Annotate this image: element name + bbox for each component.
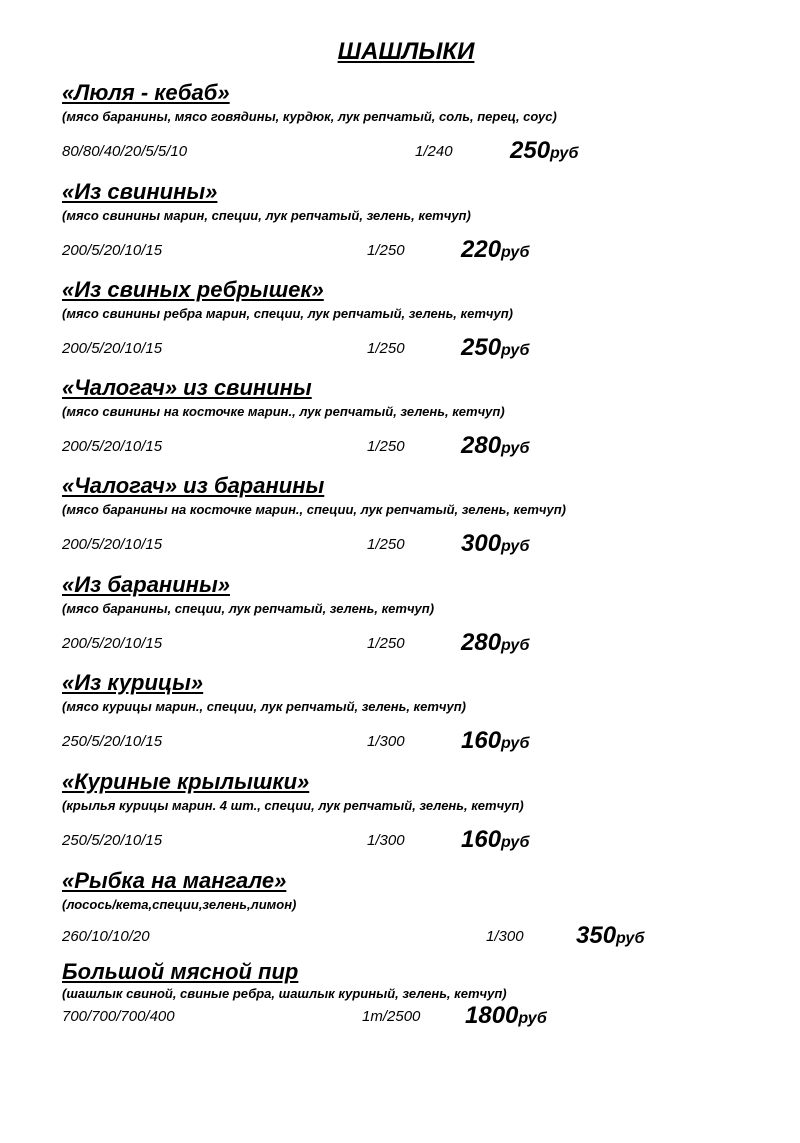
menu-item xyxy=(62,375,782,459)
item-price xyxy=(461,334,529,362)
item-price xyxy=(461,432,529,460)
menu-item xyxy=(62,80,782,164)
item-description: (мясо свинины ребра марин, специи, лук репчатый, зелень, кетчуп) xyxy=(62,306,513,321)
price-value: 250 xyxy=(461,334,502,361)
item-weight: 200/5/20/10/15 xyxy=(62,242,163,259)
item-name: «Чалогач» из баранины xyxy=(62,473,325,498)
menu-item xyxy=(62,473,782,557)
price-value: 1800 xyxy=(465,1002,519,1029)
price-value: 350 xyxy=(576,922,617,949)
item-price xyxy=(461,727,529,755)
item-description: (мясо курицы марин., специи, лук репчатый, зелень, кетчуп) xyxy=(62,699,467,714)
price-value: 250 xyxy=(510,137,551,164)
item-price xyxy=(461,236,529,264)
item-name: «Из свиных ребрышек» xyxy=(62,277,324,302)
item-description: (мясо баранины на косточке марин., специи, лук репчатый, зелень, кетчуп) xyxy=(62,502,566,517)
item-description: (лосось/кета,специи,зелень,лимон) xyxy=(62,897,297,912)
item-portion: 1/300 xyxy=(486,928,524,945)
item-weight: 200/5/20/10/15 xyxy=(62,340,163,357)
item-name: «Рыбка на мангале» xyxy=(62,868,287,893)
item-portion: 1/300 xyxy=(367,832,405,849)
price-currency: руб xyxy=(501,342,530,359)
item-name: «Из баранины» xyxy=(62,572,230,597)
menu-item xyxy=(62,179,782,263)
item-portion: 1/300 xyxy=(367,733,405,750)
menu-item xyxy=(62,277,782,361)
item-weight: 80/80/40/20/5/5/10 xyxy=(62,143,188,160)
item-portion: 1/250 xyxy=(367,438,405,455)
item-description: (мясо свинины марин, специи, лук репчатый, зелень, кетчуп) xyxy=(62,208,471,223)
price-currency: руб xyxy=(501,735,530,752)
item-price xyxy=(461,826,529,854)
price-currency: руб xyxy=(501,637,530,654)
item-name: «Чалогач» из свинины xyxy=(62,375,312,400)
item-name: «Из курицы» xyxy=(62,670,204,695)
menu-item xyxy=(62,959,782,1029)
item-portion: 1/250 xyxy=(367,340,405,357)
price-value: 300 xyxy=(461,530,502,557)
item-description: (мясо баранины, мясо говядины, курдюк, лук репчатый, соль, перец, соус) xyxy=(62,109,557,124)
item-name: «Из свинины» xyxy=(62,179,218,204)
item-weight: 200/5/20/10/15 xyxy=(62,536,163,553)
item-name: «Куриные крылышки» xyxy=(62,769,310,794)
price-value: 160 xyxy=(461,826,502,853)
price-value: 160 xyxy=(461,727,502,754)
item-description: (мясо баранины, специи, лук репчатый, зелень, кетчуп) xyxy=(62,601,435,616)
item-description: (мясо свинины на косточке марин., лук репчатый, зелень, кетчуп) xyxy=(62,404,505,419)
item-name: «Люля - кебаб» xyxy=(62,80,230,105)
item-price xyxy=(465,1002,547,1030)
item-name: Большой мясной пир xyxy=(62,959,299,984)
price-value: 220 xyxy=(461,236,502,263)
price-currency: руб xyxy=(550,145,579,162)
item-price xyxy=(461,629,529,657)
item-weight: 250/5/20/10/15 xyxy=(62,832,163,849)
price-currency: руб xyxy=(518,1010,547,1027)
price-currency: руб xyxy=(501,440,530,457)
item-portion: 1/240 xyxy=(415,143,453,160)
item-description: (крылья курицы марин. 4 шт., специи, лук репчатый, зелень, кетчуп) xyxy=(62,798,524,813)
item-price xyxy=(576,922,644,950)
menu-item xyxy=(62,670,782,754)
item-description: (шашлык свиной, свиные ребра, шашлык куриный, зелень, кетчуп) xyxy=(62,986,507,1001)
item-weight: 200/5/20/10/15 xyxy=(62,635,163,652)
price-value: 280 xyxy=(461,629,502,656)
item-price xyxy=(461,530,529,558)
menu-item xyxy=(62,769,782,853)
item-portion: 1/250 xyxy=(367,635,405,652)
item-portion: 1/250 xyxy=(367,242,405,259)
item-weight: 260/10/10/20 xyxy=(62,928,150,945)
price-currency: руб xyxy=(616,930,645,947)
price-value: 280 xyxy=(461,432,502,459)
page-title: ШАШЛЫКИ xyxy=(337,38,475,65)
price-currency: руб xyxy=(501,244,530,261)
item-weight: 200/5/20/10/15 xyxy=(62,438,163,455)
menu-item xyxy=(62,572,782,656)
menu-item xyxy=(62,868,782,949)
item-portion: 1т/2500 xyxy=(362,1008,421,1025)
item-weight: 700/700/700/400 xyxy=(62,1008,175,1025)
item-portion: 1/250 xyxy=(367,536,405,553)
price-currency: руб xyxy=(501,538,530,555)
item-weight: 250/5/20/10/15 xyxy=(62,733,163,750)
item-price xyxy=(510,137,578,165)
price-currency: руб xyxy=(501,834,530,851)
